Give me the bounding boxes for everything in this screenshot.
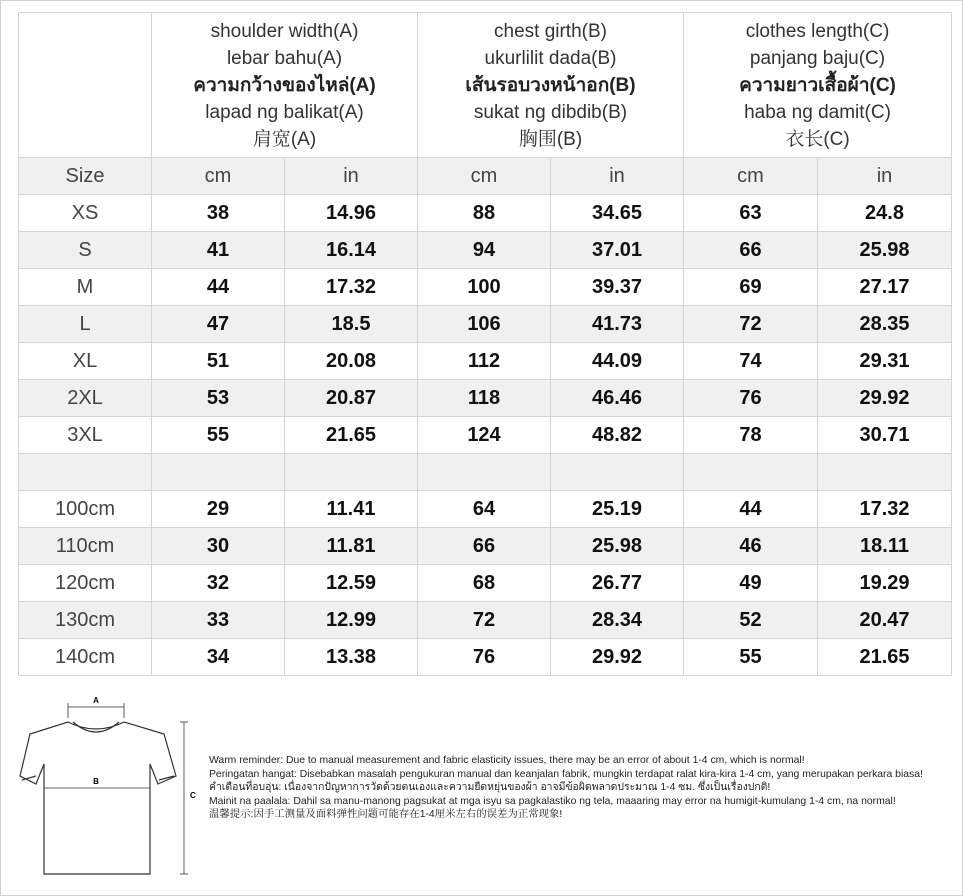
- measurement-cell: 106: [418, 306, 551, 343]
- note-line: คำเตือนที่อบอุ่น: เนื่องจากปัญหาการวัดด้วยตนเองและความยืดหยุ่นของผ้า อาจมีข้อผิดพลาดประมาณ 1-4 ซม. ซึ่งเป็นเรื่องปกติ!: [209, 782, 771, 794]
- measurement-cell: 28.35: [818, 306, 952, 343]
- tshirt-measurement-diagram: [16, 692, 201, 882]
- measurement-cell: 74: [684, 343, 818, 380]
- measurement-cell: 20.87: [285, 380, 418, 417]
- measurement-cell: 12.59: [285, 565, 418, 602]
- measurement-cell: 76: [418, 639, 551, 676]
- measurement-cell: 21.65: [818, 639, 952, 676]
- measurement-cell: 112: [418, 343, 551, 380]
- measurement-cell: 13.38: [285, 639, 418, 676]
- size-cell: XS: [19, 195, 152, 232]
- measurement-cell: 18.5: [285, 306, 418, 343]
- label-b: B: [93, 777, 99, 786]
- unit-cm-label: cm: [418, 158, 551, 195]
- measurement-cell: 41.73: [551, 306, 684, 343]
- measurement-cell: 124: [418, 417, 551, 454]
- measurement-cell: 20.08: [285, 343, 418, 380]
- table-row: [19, 232, 952, 269]
- table-row: [19, 417, 952, 454]
- measurement-cell: 25.98: [551, 528, 684, 565]
- measurement-cell: 11.41: [285, 491, 418, 528]
- measurement-cell: 17.32: [818, 491, 952, 528]
- measurement-cell: 51: [152, 343, 285, 380]
- measurement-cell: 55: [152, 417, 285, 454]
- measurement-cell: 44.09: [551, 343, 684, 380]
- unit-in-label: in: [551, 158, 684, 195]
- table-row: [19, 602, 952, 639]
- header-label: shoulder width(A): [210, 20, 359, 42]
- measurement-cell: 55: [684, 639, 818, 676]
- table-row: [19, 565, 952, 602]
- header-label: ความยาวเสื้อผ้า(C): [739, 74, 896, 96]
- measurement-cell: 78: [684, 417, 818, 454]
- size-cell: XL: [19, 343, 152, 380]
- measurement-cell: 46.46: [551, 380, 684, 417]
- size-cell: 140cm: [19, 639, 152, 676]
- table-row: [19, 343, 952, 380]
- header-empty-cell: [19, 13, 152, 158]
- spacer-row: [19, 454, 952, 491]
- measurement-cell: 20.47: [818, 602, 952, 639]
- header-label: ความกว้างของไหล่(A): [193, 74, 376, 96]
- measurement-cell: 24.8: [818, 195, 952, 232]
- measurement-cell: 63: [684, 195, 818, 232]
- measurement-cell: 64: [418, 491, 551, 528]
- table-row: [19, 528, 952, 565]
- measurement-cell: 19.29: [818, 565, 952, 602]
- measurement-cell: 16.14: [285, 232, 418, 269]
- label-a: A: [93, 696, 99, 705]
- size-cell: 130cm: [19, 602, 152, 639]
- measurement-notes: [209, 754, 949, 822]
- measurement-cell: 29.92: [551, 639, 684, 676]
- table-row: [19, 306, 952, 343]
- measurement-cell: 29.31: [818, 343, 952, 380]
- measurement-cell: 18.11: [818, 528, 952, 565]
- header-label: 肩宽(A): [252, 128, 317, 150]
- units-row: [19, 158, 952, 195]
- unit-cm-label: cm: [684, 158, 818, 195]
- header-label: เส้นรอบวงหน้าอก(B): [465, 74, 636, 96]
- measurement-cell: 76: [684, 380, 818, 417]
- measurement-cell: 49: [684, 565, 818, 602]
- measurement-cell: 94: [418, 232, 551, 269]
- header-label: chest girth(B): [494, 20, 607, 42]
- size-cell: M: [19, 269, 152, 306]
- measurement-cell: 39.37: [551, 269, 684, 306]
- measurement-cell: 12.99: [285, 602, 418, 639]
- table-row: [19, 380, 952, 417]
- size-cell: 120cm: [19, 565, 152, 602]
- measurement-cell: 33: [152, 602, 285, 639]
- measurement-cell: 88: [418, 195, 551, 232]
- note-line: Peringatan hangat: Disebabkan masalah pengukuran manual dan keanjalan fabrik, mungkin terdapat ralat kira-kira 1-4 cm, yang merupakan perkara biasa!: [209, 768, 923, 780]
- unit-in-label: in: [285, 158, 418, 195]
- measurement-cell: 66: [418, 528, 551, 565]
- header-row: [19, 13, 952, 158]
- header-label: sukat ng dibdib(B): [473, 101, 628, 123]
- measurement-cell: 72: [418, 602, 551, 639]
- header-label: 衣长(C): [785, 128, 850, 150]
- measurement-cell: 52: [684, 602, 818, 639]
- measurement-cell: 29: [152, 491, 285, 528]
- size-cell: L: [19, 306, 152, 343]
- size-cell: 2XL: [19, 380, 152, 417]
- measurement-cell: 41: [152, 232, 285, 269]
- note-line: Warm reminder: Due to manual measurement and fabric elasticity issues, there may be an error of about 1-4 cm, which is normal!: [209, 755, 805, 766]
- measurement-cell: 38: [152, 195, 285, 232]
- unit-cm-label: cm: [152, 158, 285, 195]
- measurement-cell: 30.71: [818, 417, 952, 454]
- size-cell: S: [19, 232, 152, 269]
- header-label: clothes length(C): [745, 20, 890, 42]
- size-column-header: Size: [19, 158, 152, 195]
- header-chest-girth: [418, 13, 684, 158]
- measurement-cell: 26.77: [551, 565, 684, 602]
- measurement-cell: 17.32: [285, 269, 418, 306]
- measurement-cell: 28.34: [551, 602, 684, 639]
- measurement-cell: 32: [152, 565, 285, 602]
- measurement-cell: 37.01: [551, 232, 684, 269]
- table-row: [19, 491, 952, 528]
- header-label: ukurlilit dada(B): [484, 47, 617, 69]
- measurement-cell: 21.65: [285, 417, 418, 454]
- header-label: 胸围(B): [518, 128, 583, 150]
- measurement-cell: 66: [684, 232, 818, 269]
- measurement-cell: 47: [152, 306, 285, 343]
- size-cell: 100cm: [19, 491, 152, 528]
- measurement-cell: 30: [152, 528, 285, 565]
- unit-in-label: in: [818, 158, 952, 195]
- measurement-cell: 72: [684, 306, 818, 343]
- note-line: Mainit na paalala: Dahil sa manu-manong pagsukat at mga isyu sa pagkalastiko ng tela, maaaring may error na humigit-kumulang 1-4 cm, na normal!: [209, 795, 896, 807]
- header-clothes-length: [684, 13, 952, 158]
- measurement-cell: 68: [418, 565, 551, 602]
- measurement-cell: 14.96: [285, 195, 418, 232]
- size-cell: 3XL: [19, 417, 152, 454]
- table-row: [19, 269, 952, 306]
- header-label: lapad ng balikat(A): [205, 101, 364, 123]
- measurement-cell: 118: [418, 380, 551, 417]
- tshirt-outline-icon: [20, 722, 176, 874]
- size-chart-table: [18, 12, 952, 676]
- measurement-cell: 44: [152, 269, 285, 306]
- note-line: 温馨提示:因手工测量及面料弹性问题可能存在1-4厘米左右的误差为正常现象!: [209, 809, 563, 821]
- measurement-cell: 34: [152, 639, 285, 676]
- header-label: lebar bahu(A): [226, 47, 343, 69]
- table-row: [19, 639, 952, 676]
- measurement-cell: 25.98: [818, 232, 952, 269]
- measurement-cell: 25.19: [551, 491, 684, 528]
- measurement-cell: 27.17: [818, 269, 952, 306]
- label-c: C: [190, 791, 196, 800]
- measurement-cell: 29.92: [818, 380, 952, 417]
- measurement-cell: 46: [684, 528, 818, 565]
- measurement-cell: 34.65: [551, 195, 684, 232]
- measurement-cell: 100: [418, 269, 551, 306]
- header-shoulder-width: [152, 13, 418, 158]
- measurement-cell: 44: [684, 491, 818, 528]
- measurement-cell: 48.82: [551, 417, 684, 454]
- measurement-cell: 11.81: [285, 528, 418, 565]
- table-row: [19, 195, 952, 232]
- measurement-cell: 69: [684, 269, 818, 306]
- header-label: haba ng damit(C): [744, 101, 891, 123]
- header-label: panjang baju(C): [749, 47, 886, 69]
- size-cell: 110cm: [19, 528, 152, 565]
- measurement-cell: 53: [152, 380, 285, 417]
